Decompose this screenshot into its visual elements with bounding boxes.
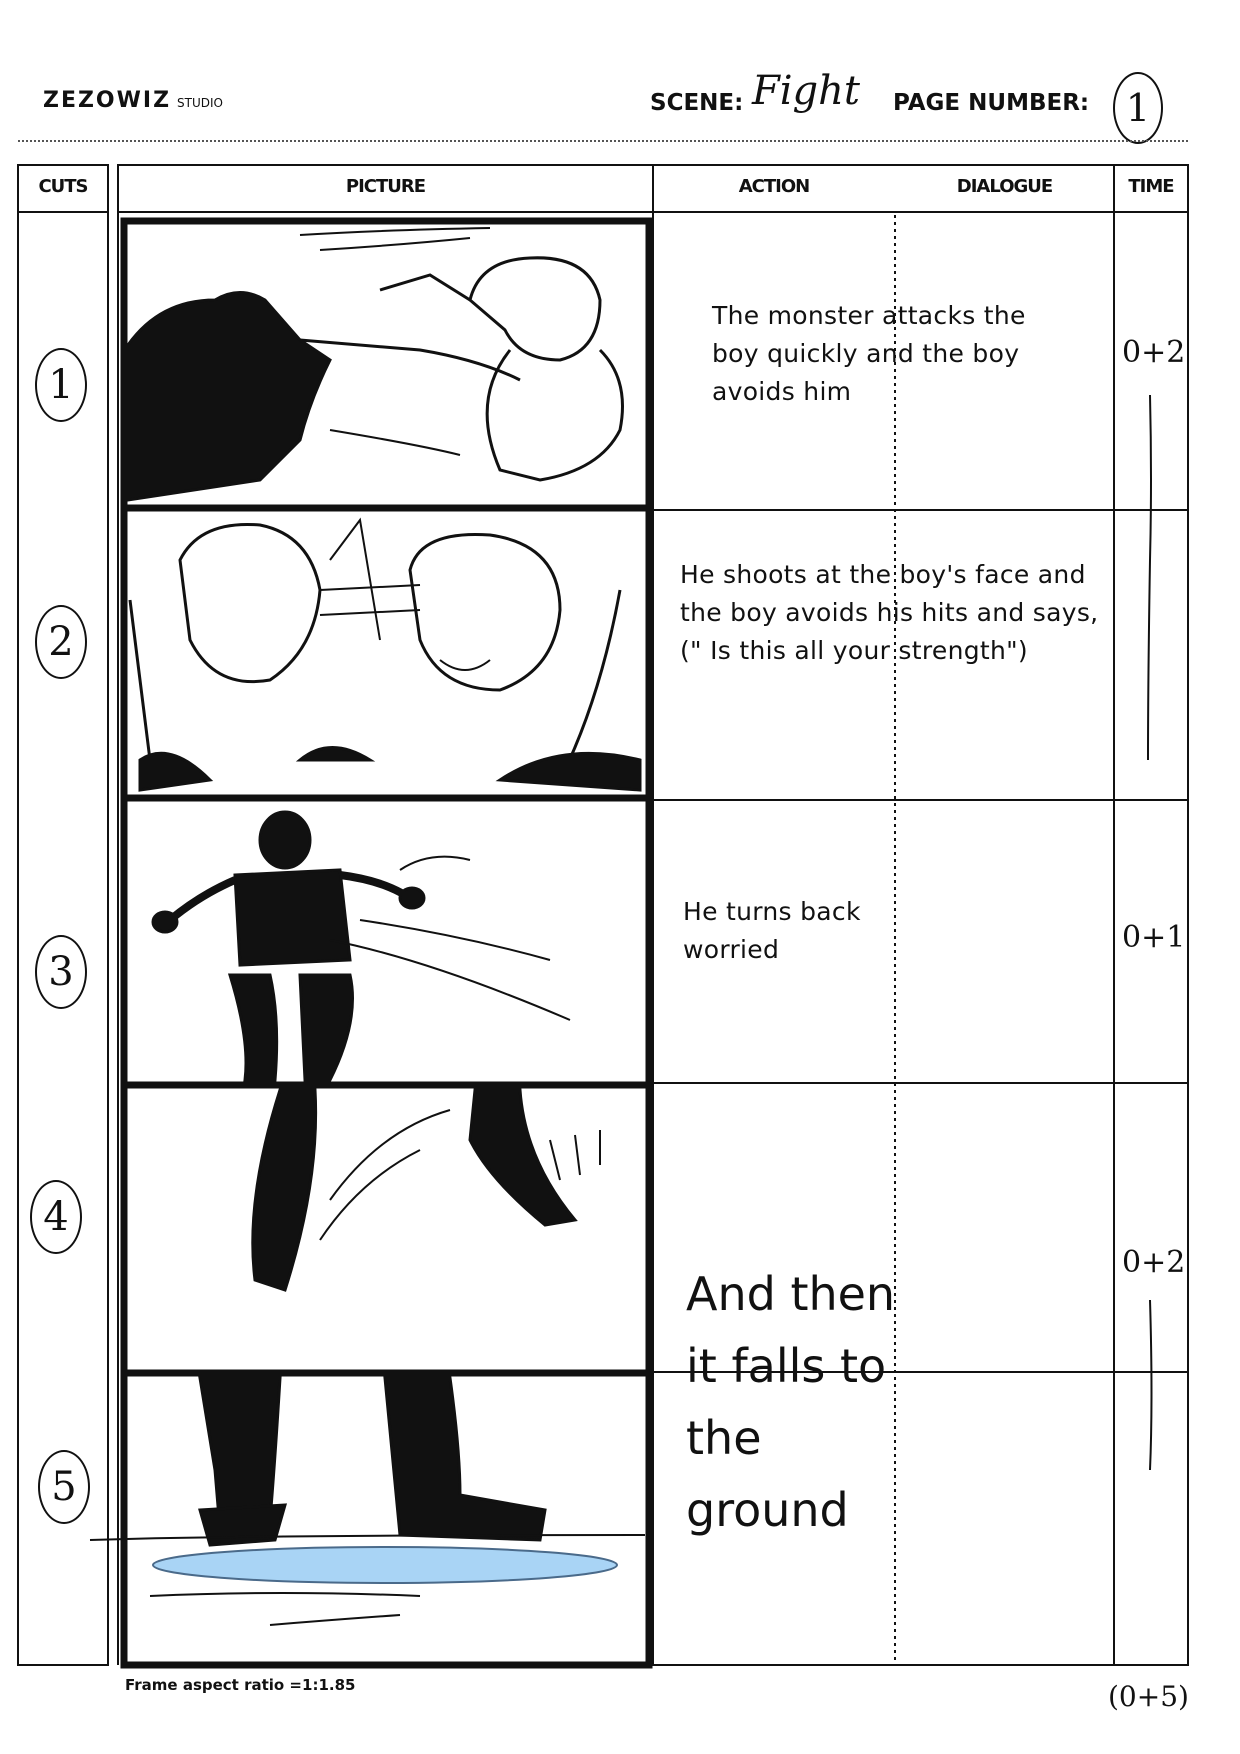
column-header-time: TIME bbox=[1128, 176, 1174, 197]
total-time: (0+5) bbox=[1108, 1680, 1189, 1713]
time-value: 0+1 bbox=[1122, 920, 1186, 955]
column-header-action: ACTION bbox=[738, 176, 810, 197]
panel-5-sketch bbox=[90, 1378, 645, 1625]
cut-number: 4 bbox=[30, 1180, 82, 1254]
cut-number: 5 bbox=[38, 1450, 90, 1524]
scene-label: SCENE: bbox=[650, 90, 744, 116]
studio-suffix: STUDIO bbox=[177, 96, 224, 110]
panel-3-sketch bbox=[153, 812, 570, 1080]
panel-4-sketch bbox=[253, 1090, 600, 1290]
cut-number: 2 bbox=[35, 605, 87, 679]
scene-value: Fight bbox=[752, 68, 860, 114]
action-text: The monster attacks the boy quickly and the boy avoids him bbox=[712, 301, 1026, 406]
cut-number: 1 bbox=[35, 348, 87, 422]
column-header-cuts: CUTS bbox=[38, 176, 88, 197]
studio-name: ZEZOWIZ bbox=[43, 88, 172, 113]
panel-2-sketch bbox=[130, 520, 640, 790]
action-text: And then it falls to the ground bbox=[686, 1267, 896, 1537]
time-value: 0+2 bbox=[1122, 335, 1186, 370]
column-header-dialogue: DIALOGUE bbox=[956, 176, 1053, 197]
frame-aspect-ratio: Frame aspect ratio =1:1.85 bbox=[125, 1676, 356, 1694]
column-header-picture: PICTURE bbox=[345, 176, 426, 197]
puddle bbox=[153, 1547, 617, 1583]
panel-1-sketch bbox=[128, 228, 623, 500]
action-text: He shoots at the boy's face and the boy avoids his hits and says, (" Is this all your strength") bbox=[680, 560, 1099, 665]
time-value: 0+2 bbox=[1122, 1245, 1186, 1280]
page-number-value: 1 bbox=[1113, 72, 1163, 144]
cut-number: 3 bbox=[35, 935, 87, 1009]
page-number-label: PAGE NUMBER: bbox=[893, 90, 1090, 116]
action-text: He turns back worried bbox=[683, 897, 861, 964]
